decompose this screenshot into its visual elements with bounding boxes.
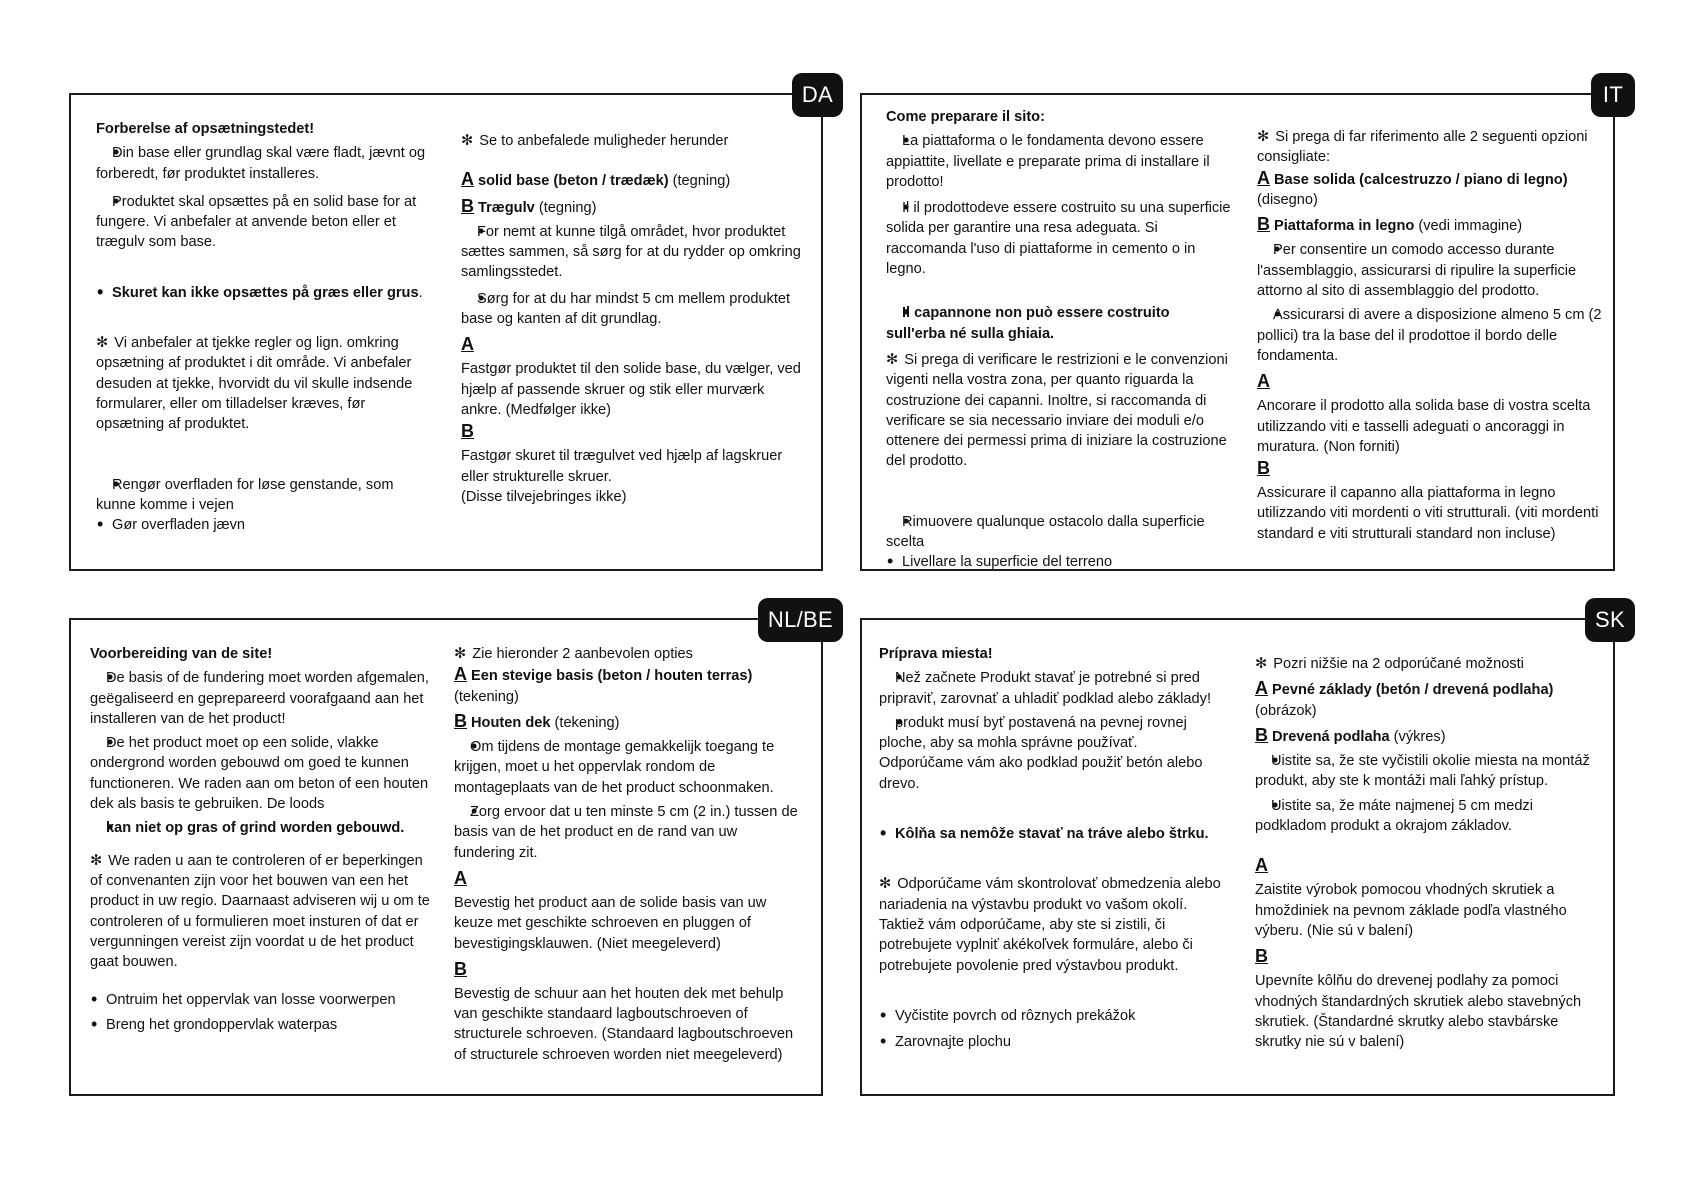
sk-option-a-note: (obrázok) [1255,702,1317,719]
da-right-bullet-1: • For nemt at kunne tilgå området, hvor produktet sættes sammen, så sørg for at du rydder op omkring samlingsstedet. [461,222,806,283]
sk-option-b-label: Drevená podlaha [1272,728,1390,745]
da-title: Forberelse af opsætningstedet! [96,121,315,137]
sk-section-a-letter: A [1255,855,1268,876]
asterisk-icon: ✻ [1257,129,1270,145]
it-option-b [1257,214,1602,236]
da-option-a [461,169,806,191]
language-tag-it: IT [1591,73,1635,117]
sk-note [879,874,1224,975]
da-option-a-note: (tegning) [672,173,731,190]
da-section-a-text: Fastgør produktet til den solide base, du vælger, ved hjælp af passende skruer og stik eller murværk ankre. (Medfølger ikke) [461,361,801,418]
nl-right-column [454,644,799,1065]
sk-title: Príprava miesta! [879,646,993,662]
da-bullet-1: • Din base eller grundlag skal være fladt, jævnt og forberedt, før produktet installeres. [96,143,436,184]
da-option-b-label: Trægulv [478,199,535,216]
option-b-letter: B [1257,214,1270,235]
option-a-letter: A [454,664,467,685]
sk-warning: • Kôlňa sa nemôže stavať na tráve alebo štrku. [879,824,1224,844]
da-option-a-label: solid base (beton / trædæk) [478,173,669,190]
it-option-a [1257,168,1602,211]
it-bullet-2: • Il il prodottodeve essere costruito su una superficie solida per garantire una resa adeguata. Si raccomanda l'uso di piattaforme in cemento o in legno. [886,198,1231,279]
nl-section-a-text: Bevestig het product aan de solide basis van uw keuze met geschikte schroeven en pluggen of bevestigingsklauwen. (Niet meegeleverd) [454,894,767,952]
sk-bullet-3: • Vyčistite povrch od rôznych prekážok [879,1006,1224,1026]
nl-options-intro-text: Zie hieronder 2 aanbevolen opties [472,646,693,662]
option-b-letter: B [461,195,474,216]
sk-option-a [1255,678,1600,721]
sk-options-intro [1255,654,1600,674]
it-option-a-label: Base solida (calcestruzzo / piano di legno) [1274,171,1568,188]
nl-section-b-text: Bevestig de schuur aan het houten dek met behulp van geschikte standaard lagboutschroeven of structurele schroeven. (Standaard lagboutschroeven of structurele schroeven worden niet meegeleverd) [454,985,794,1063]
it-section-b-letter: B [1257,458,1270,479]
it-note-text: Si prega di verificare le restrizioni e le convenzioni vigenti nella vostra zona, per quanto riguarda la costruzione dei capanni. Inoltre, si raccomanda di verificare se sia necessario inviare dei moduli e/o ottenere dei permessi prima di iniziare la costruzione del prodotto. [886,351,1228,470]
it-left-column [886,107,1231,573]
da-note [96,333,436,434]
it-right-bullet-1: • Per consentire un comodo accesso durante l'assemblaggio, assicurarsi di ripulire la superficie attorno al sito di assemblaggio del prodotto. [1257,240,1602,301]
sk-option-a-label: Pevné základy (betón / drevená podlaha) [1272,682,1554,699]
it-section-a-letter: A [1257,371,1270,392]
asterisk-icon: ✻ [90,852,103,869]
da-section-b-text: Fastgør skuret til trægulvet ved hjælp af lagskruer eller strukturelle skruer. [461,448,783,485]
sk-left-column [879,644,1224,1052]
nl-section-a-letter: A [454,867,467,888]
it-option-b-note: (vedi immagine) [1418,218,1523,235]
nl-note [90,851,430,973]
sk-section-b-text: Upevníte kôlňu do drevenej podlahy za pomoci vhodných štandardných skrutiek alebo stavebných skrutiek. (Štandardné skrutky alebo stavbárske skrutky nie sú v balení) [1255,973,1582,1051]
panel-it [860,82,1624,571]
panel-sk [860,607,1625,1096]
da-right-bullet-2: • Sørg for at du har mindst 5 cm mellem produktet base og kanten af dit grundlag. [461,289,806,330]
da-option-b [461,196,806,218]
sk-options-intro-text: Pozri nižšie na 2 odporúčané možnosti [1273,656,1524,672]
it-right-column [1257,127,1602,544]
da-section-a-letter: A [461,334,474,355]
it-options-intro-text: Si prega di far riferimento alle 2 seguenti opzioni consigliate: [1257,129,1588,166]
nl-left-column [90,644,430,1035]
sk-right-bullet-2: • Uistite sa, že máte najmenej 5 cm medzi podkladom produkt a okrajom základov. [1255,796,1600,837]
nl-warning: • kan niet op gras of grind worden gebouwd. [90,818,430,838]
option-a-letter: A [1255,678,1268,699]
language-tag-sk: SK [1585,598,1635,642]
asterisk-icon: ✻ [886,351,899,368]
nl-option-b-note: (tekening) [554,714,620,731]
nl-title: Voorbereiding van de site! [90,646,273,662]
asterisk-icon: ✻ [1255,656,1268,672]
nl-right-bullet-2: • Zorg ervoor dat u ten minste 5 cm (2 in.) tussen de basis van de het product en de rand van uw fundering zit. [454,802,799,863]
da-section-b-note: (Disse tilvejebringes ikke) [461,488,627,505]
option-b-letter: B [454,710,467,731]
option-a-letter: A [1257,167,1270,188]
nl-note-text: We raden u aan te controleren of er beperkingen of convenanten zijn voor het bouwen van een het product in uw regio. Daarnaast adviseren wij u om te controleren of u formulieren moet insturen of dat er vergunningen vereist zijn voordat u de het product gaat bouwen. [90,852,430,971]
it-title: Come preparare il sito: [886,109,1045,125]
it-section-a-text: Ancorare il prodotto alla solida base di vostra scelta utilizzando viti e tasselli adeguati o ancoraggi in muratura. (Non forniti) [1257,398,1591,455]
da-right-column [461,131,806,507]
da-bullet-3: • Rengør overfladen for løse genstande, som kunne komme i vejen [96,475,436,516]
sk-bullet-4: • Zarovnajte plochu [879,1032,1224,1052]
sk-section-b-letter: B [1255,946,1268,967]
sk-option-b-note: (výkres) [1393,728,1446,745]
nl-option-b-label: Houten dek [471,714,551,731]
language-tag-da: DA [792,73,843,117]
sk-right-column [1255,654,1600,1052]
nl-bullet-1: • De basis of de fundering moet worden afgemalen, geëgaliseerd en geprepareerd voorafgaand aan het installeren van de het product! [90,668,430,729]
sk-bullet-1: • Než začnete Produkt stavať je potrebné si pred pripraviť, zarovnať a uhladiť podklad alebo základy! [879,668,1224,709]
da-bullet-2: • Produktet skal opsættes på en solid base for at fungere. Vi anbefaler at anvende beton eller et trægulv som base. [96,192,436,253]
nl-bullet-2: • De het product moet op een solide, vlakke ondergrond worden gebouwd om goed te kunnen functioneren. We raden aan om beton of een houten dek als basis te gebruiken. De loods [90,733,430,814]
it-section-b-text: Assicurare il capanno alla piattaforma in legno utilizzando viti mordenti o viti strutturali. (viti mordenti standard e viti strutturali standard non incluse) [1257,485,1599,542]
it-note [886,350,1231,472]
nl-right-bullet-1: • Om tijdens de montage gemakkelijk toegang te krijgen, moet u het oppervlak rondom de montageplaats van de het product schoonmaken. [454,737,799,798]
da-option-b-note: (tegning) [538,199,597,216]
da-left-column [96,119,436,535]
da-section-b-letter: B [461,421,474,442]
it-right-bullet-2: • Assicurarsi di avere a disposizione almeno 5 cm (2 pollici) tra la base del il prodottoe il bordo delle fondamenta. [1257,305,1602,366]
panel-nl-be [69,607,833,1096]
da-note-text: Vi anbefaler at tjekke regler og lign. omkring opsætning af produktet i dit område. Vi anbefaler desuden at tjekke, hvorvidt du vil skulle indsende formularer, eller om tilladelser kræves, før opsætning af produktet. [96,335,413,433]
nl-option-b [454,711,799,733]
nl-option-a [454,664,799,707]
it-bullet-4: • Livellare la superficie del terreno [886,552,1231,572]
panel-da [69,82,833,571]
da-warning: • Skuret kan ikke opsættes på græs eller grus. [96,283,436,303]
it-bullet-3: • Rimuovere qualunque ostacolo dalla superficie scelta [886,512,1231,553]
option-a-letter: A [461,169,474,190]
it-options-intro [1257,127,1602,168]
it-option-a-note: (disegno) [1257,191,1318,208]
da-options-intro-text: Se to anbefalede muligheder herunder [479,133,729,149]
it-option-b-label: Piattaforma in legno [1274,218,1415,235]
sk-bullet-2: • produkt musí byť postavená na pevnej rovnej ploche, aby sa mohla správne používať. Odporúčame vám ako podklad použiť betón alebo drevo. [879,713,1224,794]
nl-options-intro [454,644,799,664]
nl-section-b-letter: B [454,958,467,979]
nl-bullet-3: • Ontruim het oppervlak van losse voorwerpen [90,990,430,1010]
asterisk-icon: ✻ [461,133,474,149]
da-options-intro [461,131,806,151]
it-warning: • Il capannone non può essere costruito sull'erba né sulla ghiaia. [886,303,1231,344]
sk-section-a-text: Zaistite výrobok pomocou vhodných skrutiek a hmoždiniek na pevnom základe podľa vlastného výberu. (Nie sú v balení) [1255,882,1567,939]
nl-option-a-note: (tekening) [454,688,519,705]
asterisk-icon: ✻ [454,646,467,662]
asterisk-icon: ✻ [96,335,109,352]
sk-option-b [1255,725,1600,747]
option-b-letter: B [1255,724,1268,745]
nl-option-a-label: Een stevige basis (beton / houten terras) [471,668,753,685]
sk-note-text: Odporúčame vám skontrolovať obmedzenia alebo nariadenia na výstavbu produkt vo vašom okolí. Taktiež vám odporúčame, aby ste si zistili, či potrebujete vyplniť akékoľvek formuláre, alebo či potrebujete povolenie pred výstavbou produkt. [879,876,1221,974]
da-warning-text: Skuret kan ikke opsættes på græs eller grus [112,284,419,301]
sk-right-bullet-1: • Uistite sa, že ste vyčistili okolie miesta na montáž produkt, aby ste k montáži mali ľahký prístup. [1255,751,1600,792]
nl-bullet-4: • Breng het grondoppervlak waterpas [90,1015,430,1035]
language-tag-nl-be: NL/BE [758,598,843,642]
it-bullet-1: • La piattaforma o le fondamenta devono essere appiattite, livellate e preparate prima di installare il prodotto! [886,131,1231,192]
da-bullet-4: • Gør overfladen jævn [96,515,436,535]
asterisk-icon: ✻ [879,876,892,893]
